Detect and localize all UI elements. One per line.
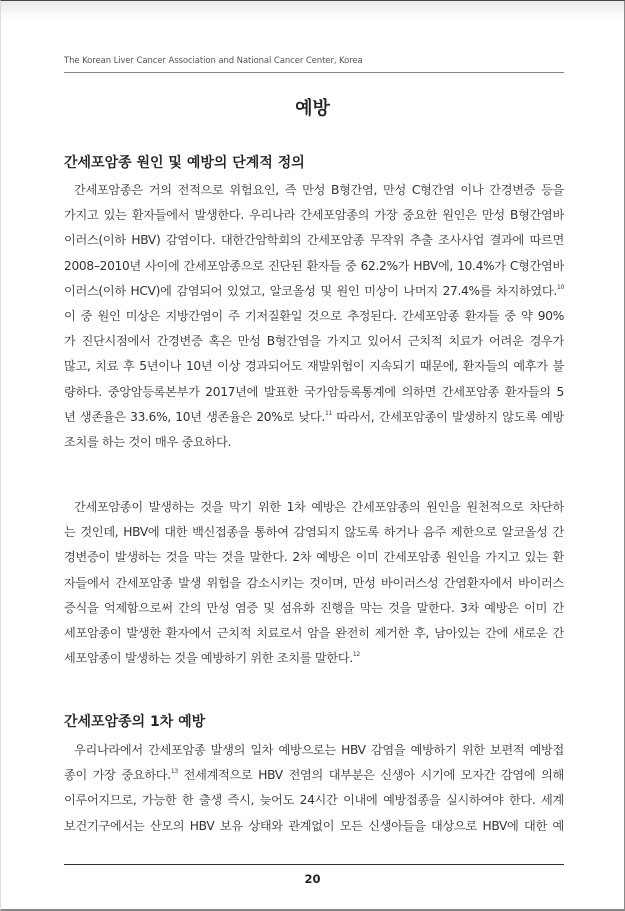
text-line: 간세포암종이 발생하는 것을 막기 위한 1차 예방은 간세포암종의 원인을 원천적으로 차단하 <box>74 500 564 514</box>
text-segment: 종이 가장 중요하다. <box>64 768 171 783</box>
text-line: 이루어지므로, 가능한 한 출생 즉시, 늦어도 24시간 이내에 예방접종을 실시하여야 한다. 세계 <box>64 793 564 808</box>
text-line: 이러스(이하 HBV) 감염이다. 대한간암학회의 간세포암종 무작위 추출 조사사업 결과에 따르면 <box>64 233 564 248</box>
paragraph-prevention-stages <box>64 495 564 671</box>
text-line: 량하다. 중앙암등록본부가 2017년에 발표한 국가암등록통계에 의하면 간세포암종 환자들의 5 <box>64 384 564 399</box>
text-segment: 전세계적으로 HBV 전염의 대부분은 신생아 시기에 모자간 감염에 의해 <box>177 768 564 783</box>
text-line: 세포암종이 발생한 환자에서 근치적 치료로서 암을 완전히 제거한 후, 남아있는 간에 새로운 간 <box>64 625 564 640</box>
footer-divider <box>64 864 564 865</box>
text-line <box>64 763 564 788</box>
reference-number: 13 <box>170 768 178 776</box>
section-heading-causes: 간세포암종 원인 및 예방의 단계적 정의 <box>64 155 305 171</box>
paragraph-causes <box>64 178 564 455</box>
text-line: 이 중 원인 미상은 지방간염이 주 기저질환일 것으로 추정된다. 간세포암종 환자들 중 약 90% <box>64 308 564 323</box>
text-line: 많고, 치료 후 5년이나 10년 이상 경과되어도 재발위험이 지속되기 때문에, 환자들의 예후가 불 <box>64 359 564 374</box>
text-line: 2008–2010년 사이에 간세포암종으로 진단된 환자들 중 62.2%가 HBV에, 10.4%가 C형간염바 <box>64 258 564 273</box>
text-segment: 세포암종이 발생하는 것을 예방하기 위한 조치를 말한다. <box>64 651 353 666</box>
reference-number: 11 <box>324 409 332 417</box>
header-divider <box>64 72 564 73</box>
text-line: 가 진단시점에서 간경변증 혹은 만성 B형간염을 가지고 있어서 근치적 치료가 어려운 경우가 <box>64 334 564 349</box>
paragraph-primary-prevention <box>64 738 564 839</box>
text-segment: 년 생존율은 33.6%, 10년 생존율은 20%로 낮다. <box>64 409 325 424</box>
reference-number: 12 <box>352 651 360 659</box>
text-line <box>64 405 564 430</box>
text-line <box>64 279 564 304</box>
text-segment: 따라서, 간세포암종이 발생하지 않도록 예방 <box>331 409 564 424</box>
text-line <box>64 646 564 671</box>
text-line: 조치를 하는 것이 매우 중요하다. <box>64 434 232 449</box>
text-line: 는 것인데, HBV에 대한 백신접종을 통하여 감염되지 않도록 하거나 음주 제한으로 알코올성 간 <box>64 525 564 540</box>
reference-number: 10 <box>556 283 564 291</box>
text-line: 간세포암종은 거의 전적으로 위험요인, 즉 만성 B형간염, 만성 C형간염 이나 간경변증 등을 <box>74 183 564 197</box>
page-title: 예방 <box>295 98 330 119</box>
text-line: 경변증이 발생하는 것을 막는 것을 말한다. 2차 예방은 이미 간세포암종 원인을 가지고 있는 환 <box>64 550 564 565</box>
text-line: 가지고 있는 환자들에서 발생한다. 우리나라 간세포암종의 가장 중요한 원인은 만성 B형간염바 <box>64 208 564 223</box>
page-number: 20 <box>304 872 321 886</box>
text-segment: 이러스(이하 HCV)에 감염되어 있었고, 알코올성 및 원인 미상이 나머지 27.4%를 차지하였다. <box>64 283 557 298</box>
running-header: The Korean Liver Cancer Association and National Cancer Center, Korea <box>64 56 363 66</box>
text-line: 우리나라에서 간세포암종 발생의 일차 예방으로는 HBV 감염을 예방하기 위한 보편적 예방접 <box>74 743 564 757</box>
section-heading-primary-prevention: 간세포암종의 1차 예방 <box>64 714 206 730</box>
text-line: 자들에서 간세포암종 발생 위험을 감소시키는 것이며, 만성 바이러스성 간염환자에서 바이러스 <box>64 575 564 590</box>
text-line: 증식을 억제함으로써 간의 만성 염증 및 섬유화 진행을 막는 것을 말한다. 3차 예방은 이미 간 <box>64 600 564 615</box>
text-line: 보건기구에서는 산모의 HBV 보유 상태와 관계없이 모든 신생아들을 대상으로 HBV에 대한 예 <box>64 818 564 833</box>
